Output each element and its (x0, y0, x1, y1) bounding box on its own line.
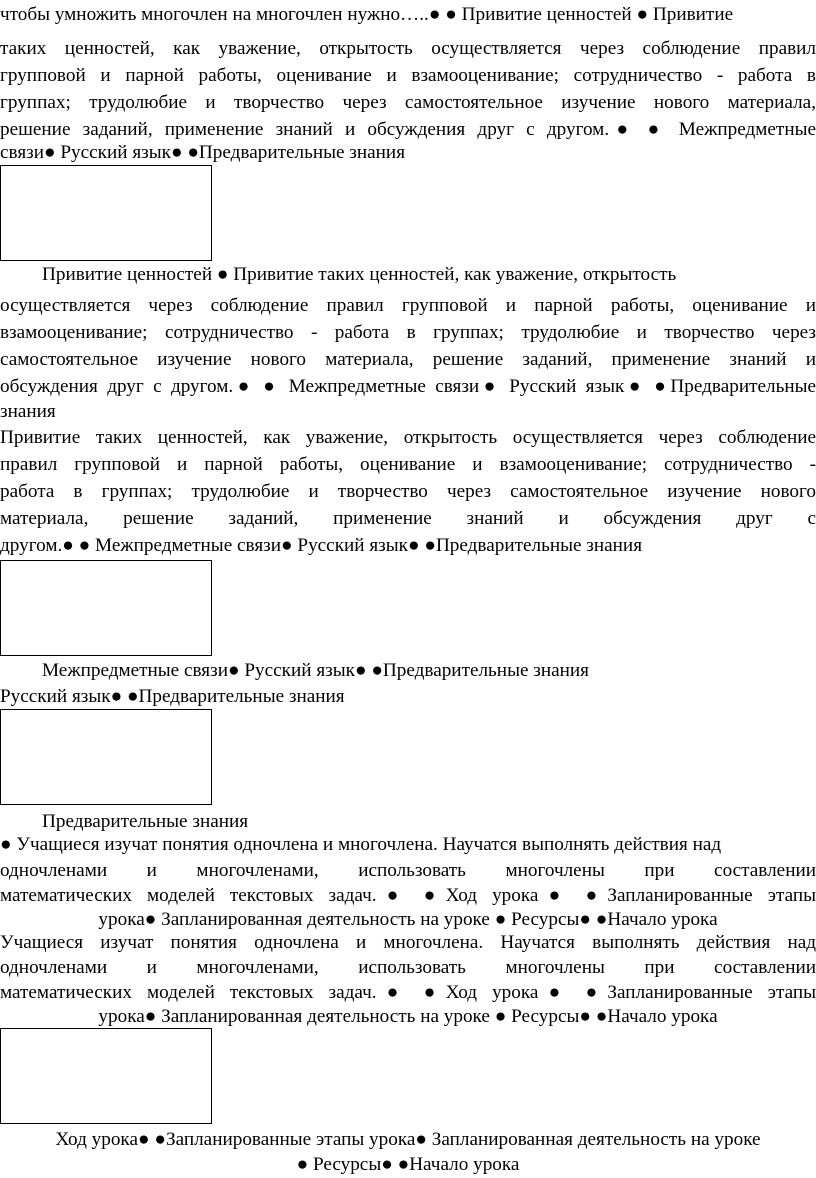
text-line: групповой и парной работы, оценивание и взамооценивание; сотрудничество - работа в (0, 65, 816, 86)
text-line: самостоятельное изучение нового материала, решение заданий, применение знаний и (0, 349, 816, 370)
text-line: связи● Русский язык● ●Предварительные знания (0, 142, 406, 163)
text-line: ● Учащиеся изучат понятия одночлена и многочлена. Научатся выполнять действия над (0, 834, 722, 855)
text-line: взамооценивание; сотрудничество - работа в группах; трудолюбие и творчество через (0, 322, 816, 343)
text-line: группах; трудолюбие и творчество через самостоятельное изучение нового материала, (0, 92, 816, 113)
text-line: Ход урока● ●Запланированные этапы урока● Запланированная деятельность на уроке (55, 1129, 761, 1150)
text-line: урока● Запланированная деятельность на уроке ● Ресурсы● ●Начало урока (98, 1006, 718, 1027)
text-line: математических моделей текстовых задач.● ●Ход урока● ●Запланированные этапы (0, 885, 816, 906)
text-line: чтобы умножить многочлен на многочлен нужно…..● ● Привитие ценностей ● Привитие (0, 4, 734, 25)
text-line: знания (0, 401, 56, 422)
text-line: решение заданий, применение знаний и обсуждения друг с другом.● ● Межпредметные (0, 119, 816, 140)
text-line: другом.● ● Межпредметные связи● Русский язык● ●Предварительные знания (0, 535, 643, 556)
text-line: одночленами и многочленами, использовать многочлены при составлении (0, 860, 816, 881)
text-line: урока● Запланированная деятельность на уроке ● Ресурсы● ●Начало урока (98, 909, 718, 930)
text-line: работа в группах; трудолюбие и творчество через самостоятельное изучение нового (0, 481, 816, 502)
text-line: осуществляется через соблюдение правил групповой и парной работы, оценивание и (0, 295, 816, 316)
text-line: Привитие ценностей ● Привитие таких ценностей, как уважение, открытость (42, 264, 677, 285)
text-line: математических моделей текстовых задач.● ●Ход урока● ●Запланированные этапы (0, 982, 816, 1003)
image-placeholder-box (0, 560, 212, 656)
text-line: материала, решение заданий, применение знаний и обсуждения друг с (0, 508, 816, 529)
text-line: правил групповой и парной работы, оценивание и взамооценивание; сотрудничество - (0, 454, 816, 475)
image-placeholder-box (0, 709, 212, 805)
text-line: обсуждения друг с другом.● ● Межпредметные связи● Русский язык● ●Предварительные (0, 376, 816, 397)
text-line: одночленами и многочленами, использовать многочлены при составлении (0, 957, 816, 978)
text-line: Русский язык● ●Предварительные знания (0, 686, 345, 707)
text-line: таких ценностей, как уважение, открытость осуществляется через соблюдение правил (0, 38, 816, 59)
text-line: ● Ресурсы● ●Начало урока (296, 1154, 520, 1175)
image-placeholder-box (0, 1028, 212, 1124)
text-line: Межпредметные связи● Русский язык● ●Предварительные знания (42, 660, 590, 681)
text-line: Предварительные знания (42, 811, 249, 832)
text-line: Привитие таких ценностей, как уважение, открытость осуществляется через соблюдение (0, 427, 816, 448)
image-placeholder-box (0, 165, 212, 261)
text-line: Учащиеся изучат понятия одночлена и многочлена. Научатся выполнять действия над (0, 932, 816, 953)
